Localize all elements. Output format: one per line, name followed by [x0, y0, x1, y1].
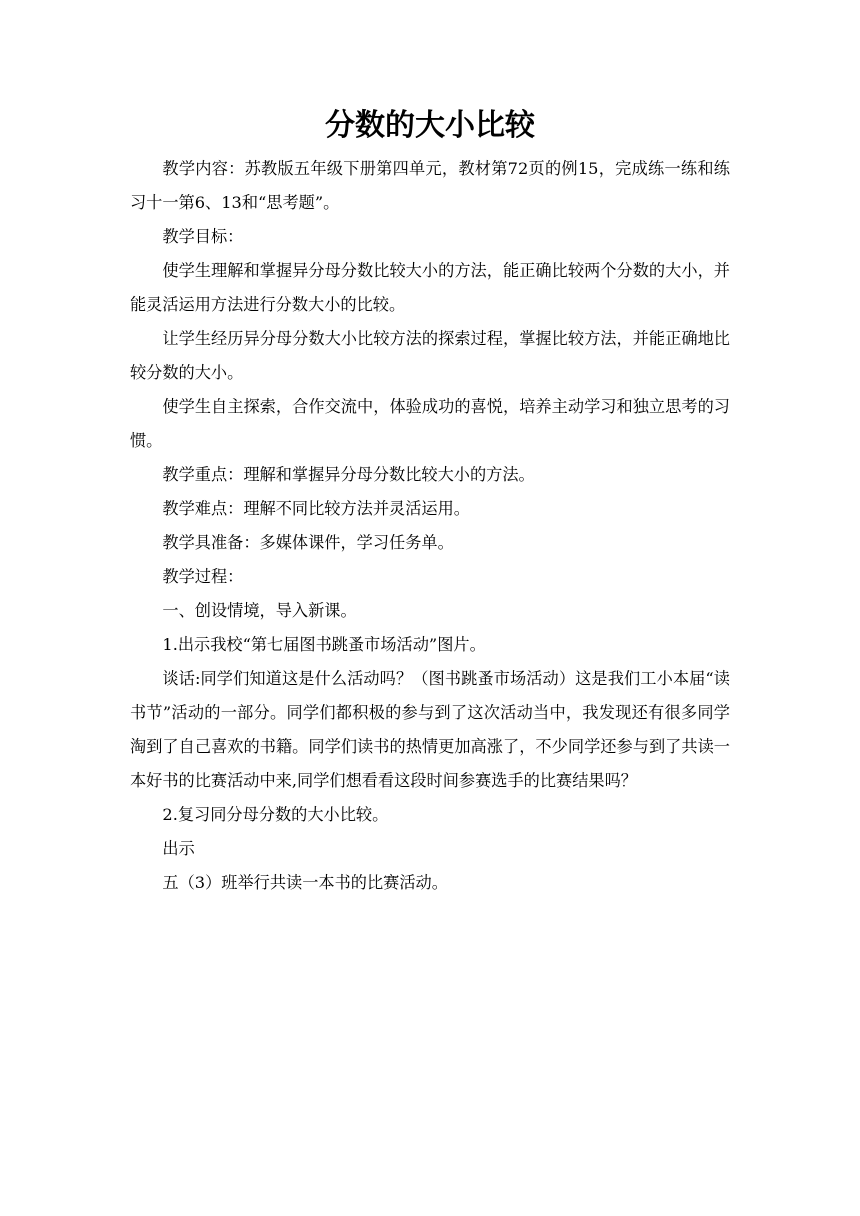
- paragraph-difficulty: 教学难点：理解不同比较方法并灵活运用。: [162, 499, 470, 518]
- paragraph-teaching-content: 教学内容：苏教版五年级下册第四单元，教材第72页的例15，完成练一练和练习十一第6、13和“思考题”。: [130, 159, 730, 212]
- paragraph-step-2: 2.复习同分母分数的大小比较。: [162, 805, 389, 824]
- paragraph-dialogue: 谈话:同学们知道这是什么活动吗？（图书跳蚤市场活动）这是我们工小本届“读书节”活动的一部分。同学们都积极的参与到了这次活动当中，我发现还有很多同学淘到了自己喜欢的书籍。同学们读书的热情更加高涨了，不少同学还参与到了共读一本好书的比赛活动中来,同学们想看看这段时间参赛选手的比赛结果吗？: [130, 669, 730, 790]
- document-title: 分数的大小比较: [325, 108, 535, 143]
- paragraph-key-point: 教学重点：理解和掌握异分母分数比较大小的方法。: [162, 465, 535, 484]
- paragraph-section-1: 一、创设情境，导入新课。: [162, 601, 357, 620]
- paragraph-step-1: 1.出示我校“第七届图书跳蚤市场活动”图片。: [162, 635, 486, 654]
- paragraph-process-heading: 教学过程：: [162, 567, 244, 586]
- paragraph-class-activity: 五（3）班举行共读一本书的比赛活动。: [162, 873, 448, 892]
- paragraph-goal-3: 使学生自主探索，合作交流中，体验成功的喜悦，培养主动学习和独立思考的习惯。: [130, 397, 730, 450]
- paragraph-show: 出示: [162, 839, 195, 858]
- paragraph-goal-1: 使学生理解和掌握异分母分数比较大小的方法，能正确比较两个分数的大小，并能灵活运用方法进行分数大小的比较。: [130, 261, 730, 314]
- document-body: [130, 152, 730, 900]
- paragraph-goal-2: 让学生经历异分母分数大小比较方法的探索过程，掌握比较方法，并能正确地比较分数的大小。: [130, 329, 730, 382]
- paragraph-teaching-goals-heading: 教学目标：: [162, 227, 244, 246]
- paragraph-materials: 教学具准备：多媒体课件，学习任务单。: [162, 533, 454, 552]
